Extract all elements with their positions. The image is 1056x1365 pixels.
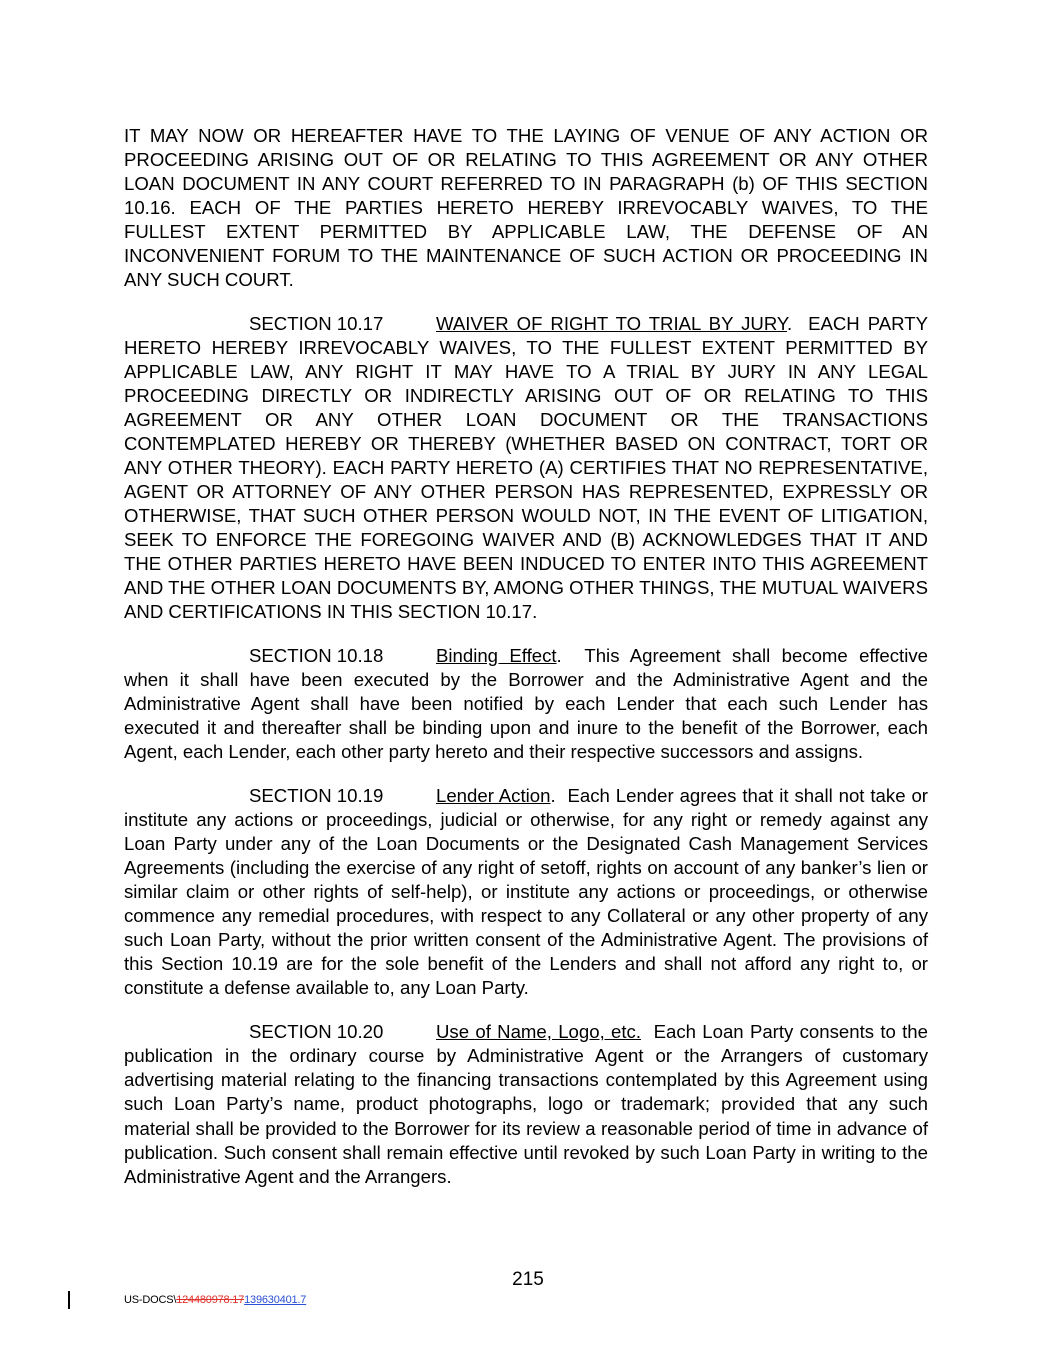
section-heading-punct: .	[786, 313, 793, 334]
section-number: SECTION 10.17	[249, 313, 384, 334]
section-number: SECTION 10.20	[249, 1021, 384, 1042]
revision-change-bar	[68, 1291, 70, 1309]
section-heading: Lender Action	[436, 785, 551, 806]
section-heading-punct: .	[556, 645, 562, 666]
section-heading-punct: .	[550, 785, 556, 806]
section-10-20	[124, 1020, 928, 1189]
doc-id-prefix: US-DOCS\	[124, 1294, 177, 1306]
paragraph-venue-waiver: IT MAY NOW OR HEREAFTER HAVE TO THE LAYING OF VENUE OF ANY ACTION OR PROCEEDING ARISING OUT OF OR RELATING TO THIS AGREEMENT OR ANY OTHER LOAN DOCUMENT IN ANY COURT REFERRED TO IN PARAGRAPH (b) OF THIS SECTION 10.16. EACH OF THE PARTIES HERETO HEREBY IRREVOCABLY WAIVES, TO THE FULLEST EXTENT PERMITTED BY APPLICABLE LAW, THE DEFENSE OF AN INCONVENIENT FORUM TO THE MAINTENANCE OF SUCH ACTION OR PROCEEDING IN ANY SUCH COURT.	[124, 125, 928, 290]
section-10-17	[124, 312, 928, 624]
doc-id-inserted: 139630401.7	[244, 1294, 307, 1306]
section-body: Each Loan Party consents to the publication in the ordinary course by Administrative Agent or the Arrangers of customary advertising material relating to the financing transactions contemplated by this Agreement using such Loan Party’s name, product photographs, logo or trademark; provided that any such material shall be provided to the Borrower for its review a reasonable period of time in advance of publication. Such consent shall remain effective until revoked by such Loan Party in writing to the Administrative Agent and the Arrangers.	[124, 1021, 928, 1187]
provided-term: provided	[720, 1095, 796, 1115]
section-number: SECTION 10.19	[249, 785, 384, 806]
document-body	[124, 124, 928, 1209]
section-10-19	[124, 784, 928, 1000]
section-heading: WAIVER OF RIGHT TO TRIAL BY JURY	[436, 313, 787, 334]
section-heading: Use of Name, Logo, etc.	[436, 1021, 642, 1042]
section-body: EACH PARTY HERETO HEREBY IRREVOCABLY WAIVES, TO THE FULLEST EXTENT PERMITTED BY APPLICABLE LAW, ANY RIGHT IT MAY HAVE TO A TRIAL BY JURY IN ANY LEGAL PROCEEDING DIRECTLY OR INDIRECTLY ARISING OUT OF OR RELATING TO THIS AGREEMENT OR ANY OTHER LOAN DOCUMENT OR THE TRANSACTIONS CONTEMPLATED HEREBY OR THEREBY (WHETHER BASED ON CONTRACT, TORT OR ANY OTHER THEORY). EACH PARTY HERETO (A) CERTIFIES THAT NO REPRESENTATIVE, AGENT OR ATTORNEY OF ANY OTHER PERSON HAS REPRESENTED, EXPRESSLY OR OTHERWISE, THAT SUCH OTHER PERSON WOULD NOT, IN THE EVENT OF LITIGATION, SEEK TO ENFORCE THE FOREGOING WAIVER AND (B) ACKNOWLEDGES THAT IT AND THE OTHER PARTIES HERETO HAVE BEEN INDUCED TO ENTER INTO THIS AGREEMENT AND THE OTHER LOAN DOCUMENTS BY, AMONG OTHER THINGS, THE MUTUAL WAIVERS AND CERTIFICATIONS IN THIS SECTION 10.17.	[124, 313, 928, 622]
section-10-18	[124, 644, 928, 764]
doc-id-deleted: 124480978.17	[176, 1294, 245, 1306]
document-id	[124, 1294, 306, 1306]
page-number: 215	[512, 1269, 544, 1290]
section-heading: Binding Effect	[436, 645, 557, 666]
section-number: SECTION 10.18	[249, 645, 384, 666]
section-body: Each Lender agrees that it shall not take or institute any actions or proceedings, judicial or otherwise, for any right or remedy against any Loan Party under any of the Loan Documents or the Designated Cash Management Services Agreements (including the exercise of any right of setoff, rights on account of any banker’s lien or similar claim or other rights of self-help), or institute any actions or proceedings, or otherwise commence any remedial procedures, with respect to any Collateral or any other property of any such Loan Party, without the prior written consent of the Administrative Agent. The provisions of this Section 10.19 are for the sole benefit of the Lenders and shall not afford any right to, or constitute a defense available to, any Loan Party.	[124, 785, 928, 998]
section-body: This Agreement shall become effective when it shall have been executed by the Borrower and the Administrative Agent and the Administrative Agent shall have been notified by each Lender that each such Lender has executed it and thereafter shall be binding upon and inure to the benefit of the Borrower, each Agent, each Lender, each other party hereto and their respective successors and assigns.	[124, 645, 928, 762]
